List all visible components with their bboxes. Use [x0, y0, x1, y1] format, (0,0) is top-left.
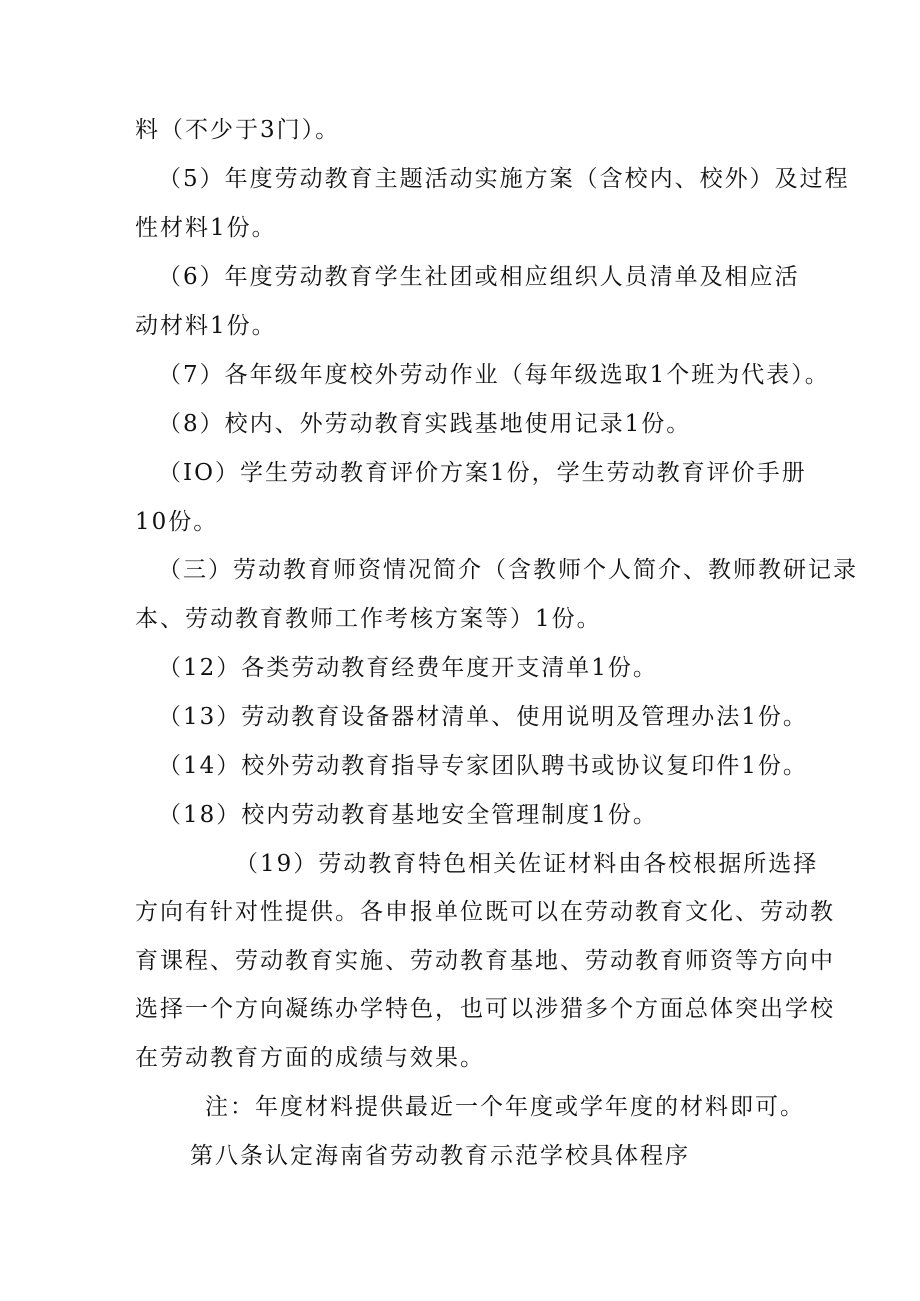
text-line: 注：年度材料提供最近一个年度或学年度的材料即可。 — [205, 1094, 805, 1120]
text-line: 选择一个方向凝练办学特色，也可以涉猎多个方面总体突出学校 — [135, 996, 835, 1022]
text-line: 在劳动教育方面的成绩与效果。 — [135, 1045, 485, 1071]
text-line: （8）校内、外劳动教育实践基地使用记录1份。 — [158, 411, 692, 437]
text-line: 方向有针对性提供。各申报单位既可以在劳动教育文化、劳动教 — [135, 899, 835, 925]
text-line: （IO）学生劳动教育评价方案1份，学生劳动教育评价手册 — [158, 460, 807, 486]
text-line: 第八条认定海南省劳动教育示范学校具体程序 — [190, 1143, 690, 1169]
text-line: （5）年度劳动教育主题活动实施方案（含校内、校外）及过程 — [158, 166, 850, 192]
text-line: （12）各类劳动教育经费年度开支清单1份。 — [158, 655, 658, 681]
text-line: （三）劳动教育师资情况简介（含教师个人简介、教师教研记录 — [158, 557, 858, 583]
text-line: （6）年度劳动教育学生社团或相应组织人员清单及相应活 — [158, 264, 800, 290]
text-line: 育课程、劳动教育实施、劳动教育基地、劳动教育师资等方向中 — [135, 948, 835, 974]
text-line: （13）劳动教育设备器材清单、使用说明及管理办法1份。 — [158, 704, 808, 730]
text-line: （7）各年级年度校外劳动作业（每年级选取1个班为代表）。 — [158, 362, 830, 388]
text-line: 本、劳动教育教师工作考核方案等）1份。 — [135, 606, 602, 632]
text-line: 动材料1份。 — [135, 313, 277, 339]
text-line: （14）校外劳动教育指导专家团队聘书或协议复印件1份。 — [158, 753, 808, 779]
text-line: 10份。 — [135, 509, 219, 535]
text-line: 性材料1份。 — [135, 215, 277, 241]
text-line: （18）校内劳动教育基地安全管理制度1份。 — [158, 802, 658, 828]
text-line: （19）劳动教育特色相关佐证材料由各校根据所选择 — [235, 851, 819, 877]
text-line: 料（不少于3门）。 — [135, 117, 341, 143]
